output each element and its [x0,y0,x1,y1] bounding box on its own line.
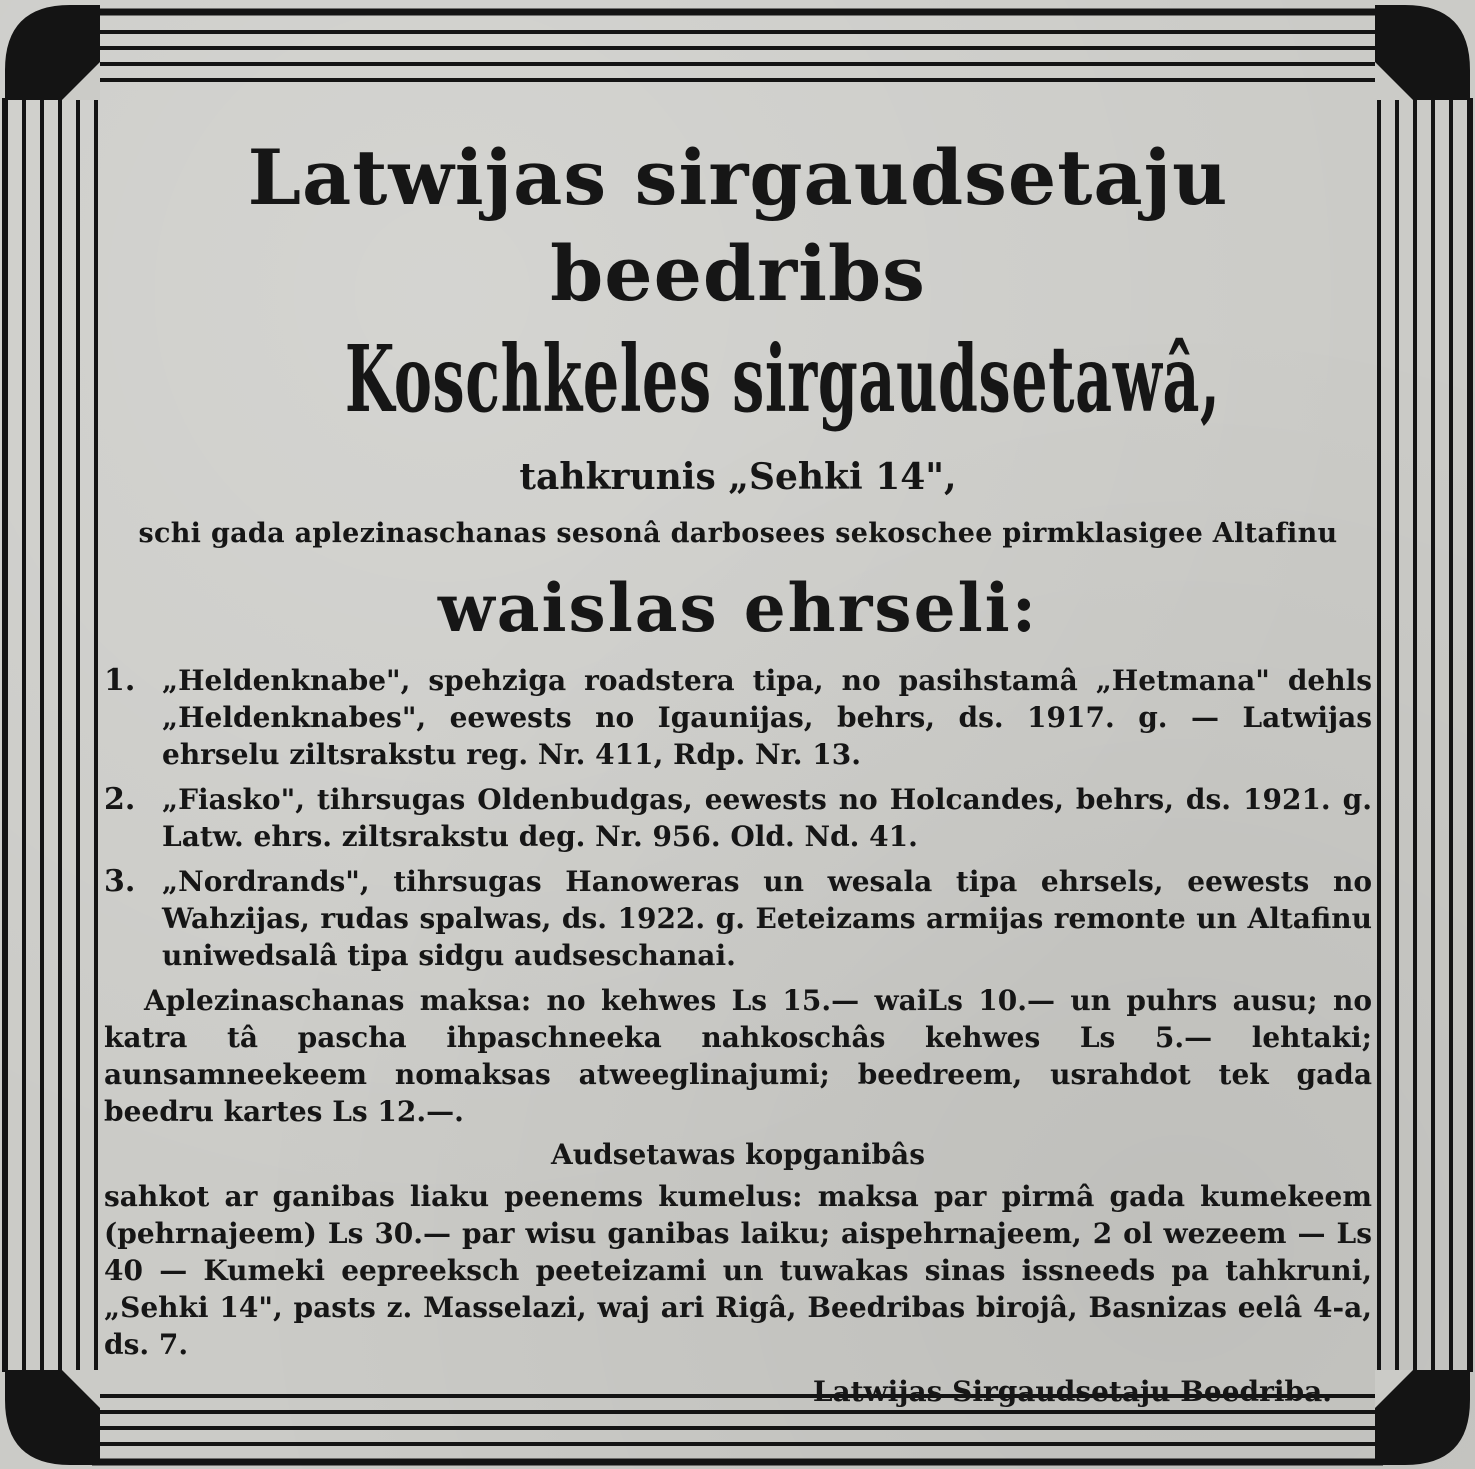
heading: Latwijas sirgaudsetaju beedribs [247,133,1229,318]
advertisement-body [104,110,1372,1411]
item-text: „Nordrands", tihrsugas Hanoweras un wesala tipa ehrsels, eewests no Wahzijas, rudas spalwas, ds. 1922. g. Eeteizams armijas remonte un Altafinu uniwedsalâ tipa sidgu audseschanai. [162,865,1372,972]
establishment-title: Koschkeles sirgaudsetawâ, [344,325,1221,433]
pasture-paragraph: sahkot ar ganibas liaku peenems kumelus: maksa par pirmâ gada kumekeem (pehrnajeem) Ls 30.— par wisu ganibas laiku; aispehrnajeem, 2 ol wezeem — Ls 40 — Kumeki eepreeksch peeteizami un tuwakas sinas issneeds pa tahkruni, „Sehki 14", pasts z. Masselazi, waj ari Rigâ, Beedribas birojâ, Basnizas eelâ 4-a, ds. 7. [104,1180,1372,1361]
item-number: 2. [104,782,136,817]
item-text: „Fiasko", tihrsugas Oldenbudgas, eewests no Holcandes, behrs, ds. 1921. g. Latw. ehrs. ziltsrakstu deg. Nr. 956. Old. Nd. 41. [162,783,1372,853]
lead-text: schi gada aplezinaschanas sesonâ darbosees sekoschee pirmklasigee Altafinu [138,518,1338,549]
list-item [104,662,1372,773]
section-title: waislas ehrseli: [437,569,1039,647]
item-number: 3. [104,864,136,899]
item-text: „Heldenknabe", spehziga roadstera tipa, no pasihstamâ „Hetmana" dehls „Heldenknabes", eewests no Igaunijas, behrs, ds. 1917. g. — Latwijas ehrselu ziltsrakstu reg. Nr. 411, Rdp. Nr. 13. [162,664,1372,771]
signature: Latwijas Sirgaudsetaju Beedriba. [812,1375,1332,1408]
list-item [104,863,1372,974]
pasture-title: Audsetawas kopganibâs [551,1138,925,1171]
location-line: tahkrunis „Sehki 14", [519,456,957,498]
list-item [104,781,1372,855]
stallion-list [104,662,1372,974]
fees-paragraph: Aplezinaschanas maksa: no kehwes Ls 15.— waiLs 10.— un puhrs ausu; no katra tâ pascha ihpaschneeka nahkoschâs kehwes Ls 5.— lehtaki; aunsamneekeem nomaksas atweeglinajumi; beedreem, usrahdot tek gada beedru kartes Ls 12.—. [104,984,1372,1128]
item-number: 1. [104,663,136,698]
